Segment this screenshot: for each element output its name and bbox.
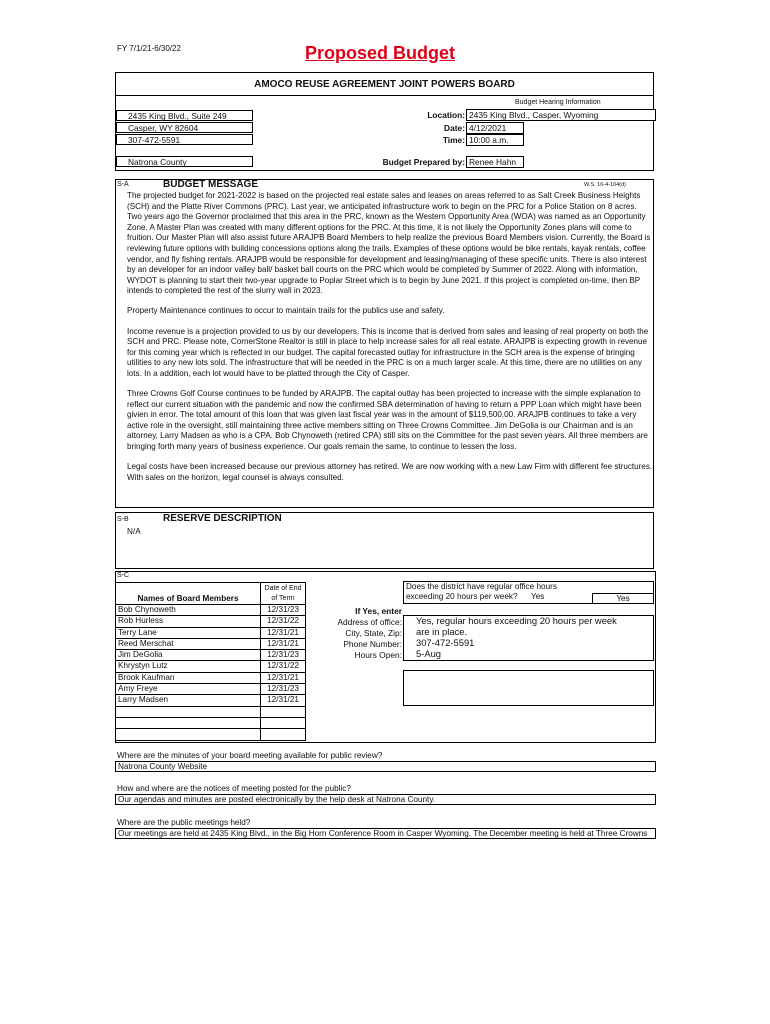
table-row xyxy=(116,627,306,638)
divider xyxy=(116,95,653,96)
member-name: Brook Kaufman xyxy=(116,672,261,683)
phone-label: Phone Number: xyxy=(343,639,402,649)
table-row xyxy=(116,706,306,717)
office-answer-inline: Yes xyxy=(531,592,545,601)
member-name xyxy=(116,729,261,740)
table-row xyxy=(116,638,306,649)
date-value: 4/12/2021 xyxy=(466,122,524,134)
notices-answer: Our agendas and minutes are posted electronically by the help desk at Natrona County. xyxy=(115,794,656,805)
hours-value: 5-Aug xyxy=(416,648,442,659)
term-header xyxy=(261,583,306,605)
section-code-sc: S-C xyxy=(117,572,130,579)
budget-paragraph-5: Legal costs have been increased because our previous attorney has retired. We are now working with a new Law Firm with different fee structures. With sales on the horizon, legal counsel is always consulted. xyxy=(127,462,653,482)
location-label: Location: xyxy=(427,110,465,120)
budget-paragraph-4: Three Crowns Golf Course continues to be funded by ARAJPB. The capital outlay has been projected to increase with the simple explanation to reflect our current situation with the pandemic and now the confirmed SBA determination of having to return a PPP Loan which might have been givien in error. The total amount of this loan that was given last fiscal year was in the amount of $119,500.00. ARAJPB continues to take a very active role in the oversight, still maintaining three active members sitting on Three Crowns Committee. Jim DeGolia is our Chairman and is an attorney, Larry Madsen as who is a CPA. Bob Chynoweth (retired CPA) still sits on the Committee for the past seven years. All three members are bringing forth many years of business experience. Our goals remain the same, to continue to lessen the loss. xyxy=(127,389,648,451)
phone-value: 307-472-5591 xyxy=(416,637,475,648)
hearing-info-label: Budget Hearing Information xyxy=(515,99,601,106)
board-members-table xyxy=(115,582,306,741)
office-question-line1: Does the district have regular office hours xyxy=(406,582,557,591)
term-header-line1: Date of End xyxy=(264,584,302,592)
member-term: 12/31/23 xyxy=(261,605,306,616)
term-header-line2: of Term xyxy=(271,594,295,602)
member-term: 12/31/21 xyxy=(261,627,306,638)
reserve-value: N/A xyxy=(127,527,141,536)
meetings-answer: Our meetings are held at 2435 King Blvd., in the Big Horn Conference Room in Casper Wyoming. The December meeting is held at Three Crowns xyxy=(115,828,656,839)
member-name: Larry Madsen xyxy=(116,695,261,706)
member-term: 12/31/23 xyxy=(261,684,306,695)
date-label: Date: xyxy=(444,123,465,133)
member-term: 12/31/22 xyxy=(261,661,306,672)
time-label: Time: xyxy=(442,135,465,145)
prepared-by-label: Budget Prepared by: xyxy=(382,157,465,167)
city-label: City, State, Zip: xyxy=(345,628,402,638)
budget-paragraph-3: Income revenue is a projection provided to us by our developers. This is income that is derived from sales and leasing of real property on both the SCH and PRC. Please note, CornerStone Realtor is still in place to help increase sales for all real estate. ARAJPB is expecting growth in revenue for this coming year which is reflected in our budget. The capital forecasted outlay for infrastructure in the SCH area is the expense of bringing utilities to any new lots sold. The infrastructure that will be needed in the PRC is on a much larger scale. At this time, there are no utilities on any lots. In a addition, each lot would have to be platted through the City of Casper. xyxy=(127,326,649,378)
meetings-question: Where are the public meetings held? xyxy=(117,818,251,827)
board-name: AMOCO REUSE AGREEMENT JOINT POWERS BOARD xyxy=(254,79,515,90)
time-value: 10:00 a.m. xyxy=(466,134,524,146)
table-row xyxy=(116,684,306,695)
address-line1: 2435 King Blvd., Suite 249 xyxy=(116,110,253,121)
budget-message-heading: BUDGET MESSAGE xyxy=(163,179,259,190)
member-term: 12/31/21 xyxy=(261,695,306,706)
address-label: Address of office: xyxy=(337,617,402,627)
budget-message-text xyxy=(127,191,653,493)
member-term xyxy=(261,729,306,740)
prepared-by-value: Renee Hahn xyxy=(466,156,524,168)
address-value: Yes, regular hours exceeding 20 hours per week xyxy=(416,615,617,626)
member-name: Rob Hurless xyxy=(116,616,261,627)
table-row xyxy=(116,605,306,616)
statute-reference: W.S. 16-4-104(d) xyxy=(584,182,626,188)
member-name: Bob Chynoweth xyxy=(116,605,261,616)
member-term: 12/31/22 xyxy=(261,616,306,627)
if-yes-label: If Yes, enter xyxy=(355,606,402,616)
member-name: Amy Freye xyxy=(116,684,261,695)
city-value: are in place. xyxy=(416,626,468,637)
member-name xyxy=(116,717,261,728)
location-value: 2435 King Blvd., Casper, Wyoming xyxy=(466,109,656,121)
names-header: Names of Board Members xyxy=(116,583,261,605)
table-row xyxy=(116,616,306,627)
table-row xyxy=(116,650,306,661)
reserve-heading: RESERVE DESCRIPTION xyxy=(163,513,282,524)
table-row xyxy=(116,672,306,683)
table-row xyxy=(116,717,306,728)
member-name: Jim DeGolia xyxy=(116,650,261,661)
budget-paragraph-2: Property Maintenance continues to occur to maintain trails for the publics use and safety. xyxy=(127,306,445,316)
address-line2: Casper, WY 82604 xyxy=(116,122,253,133)
section-code-sa: S-A xyxy=(117,181,129,188)
fiscal-year: FY 7/1/21-6/30/22 xyxy=(117,44,181,53)
office-answer-box: Yes xyxy=(592,593,654,604)
budget-paragraph-1: The projected budget for 2021-2022 is based on the projected real estate sales and leases on areas referred to as Salt Creek Business Heights (SCH) and the Platte River Commons (PRC). Last year, we anticipated infrastructure work to begin on the PRC for a Police Station on 8 acres. Two years ago the Governor proclaimed that this area in the PRC, known as the Western Opportunity Area (WOA) was named as an Opportunity Zone. A Master Plan was created with many different options for the PRC. At this time, it is not likely the Opportunity Zones plans will come to fruition. Our Master Plan will also assist future ARAJPB Board Members to help realize the previous Board Members vision. Currently, the Board is reviewing future options with building concessions options along the trails. Examples of these options would be bike rentals, kayak rentals, coffee vendor, and fly fishing rentals. ARAJPB would be responsible for development and leasing/managing of these specific units. There is also interest by an developer for an indoor valley ball/ basket ball courts on the PRC which would be completed by Summer of 2022. Along with information, WYDOT is planning to start their two-year upgrade to Poplar Street which is to begin by June 2021. If this project is completed on-time, then BP intends to completed the rest of the slurry wall in 2023. xyxy=(127,191,651,296)
member-term: 12/31/21 xyxy=(261,672,306,683)
member-name: Reed Merschat xyxy=(116,638,261,649)
office-question-line2: exceeding 20 hours per week? xyxy=(406,592,518,601)
member-term xyxy=(261,717,306,728)
phone: 307-472-5591 xyxy=(116,134,253,145)
member-term: 12/31/23 xyxy=(261,650,306,661)
blank-box xyxy=(403,670,654,706)
member-term: 12/31/21 xyxy=(261,638,306,649)
member-name: Terry Lane xyxy=(116,627,261,638)
minutes-question: Where are the minutes of your board meeting available for public review? xyxy=(117,751,383,760)
member-name xyxy=(116,706,261,717)
hours-label: Hours Open: xyxy=(354,650,402,660)
minutes-answer: Natrona County Website xyxy=(115,761,656,772)
notices-question: How and where are the notices of meeting posted for the public? xyxy=(117,784,351,793)
page-title: Proposed Budget xyxy=(305,43,456,63)
section-code-sb: S-B xyxy=(117,516,129,523)
member-name: Khrystyn Lutz xyxy=(116,661,261,672)
table-row xyxy=(116,661,306,672)
county: Natrona County xyxy=(116,156,253,167)
table-row xyxy=(116,695,306,706)
member-term xyxy=(261,706,306,717)
table-row xyxy=(116,729,306,740)
